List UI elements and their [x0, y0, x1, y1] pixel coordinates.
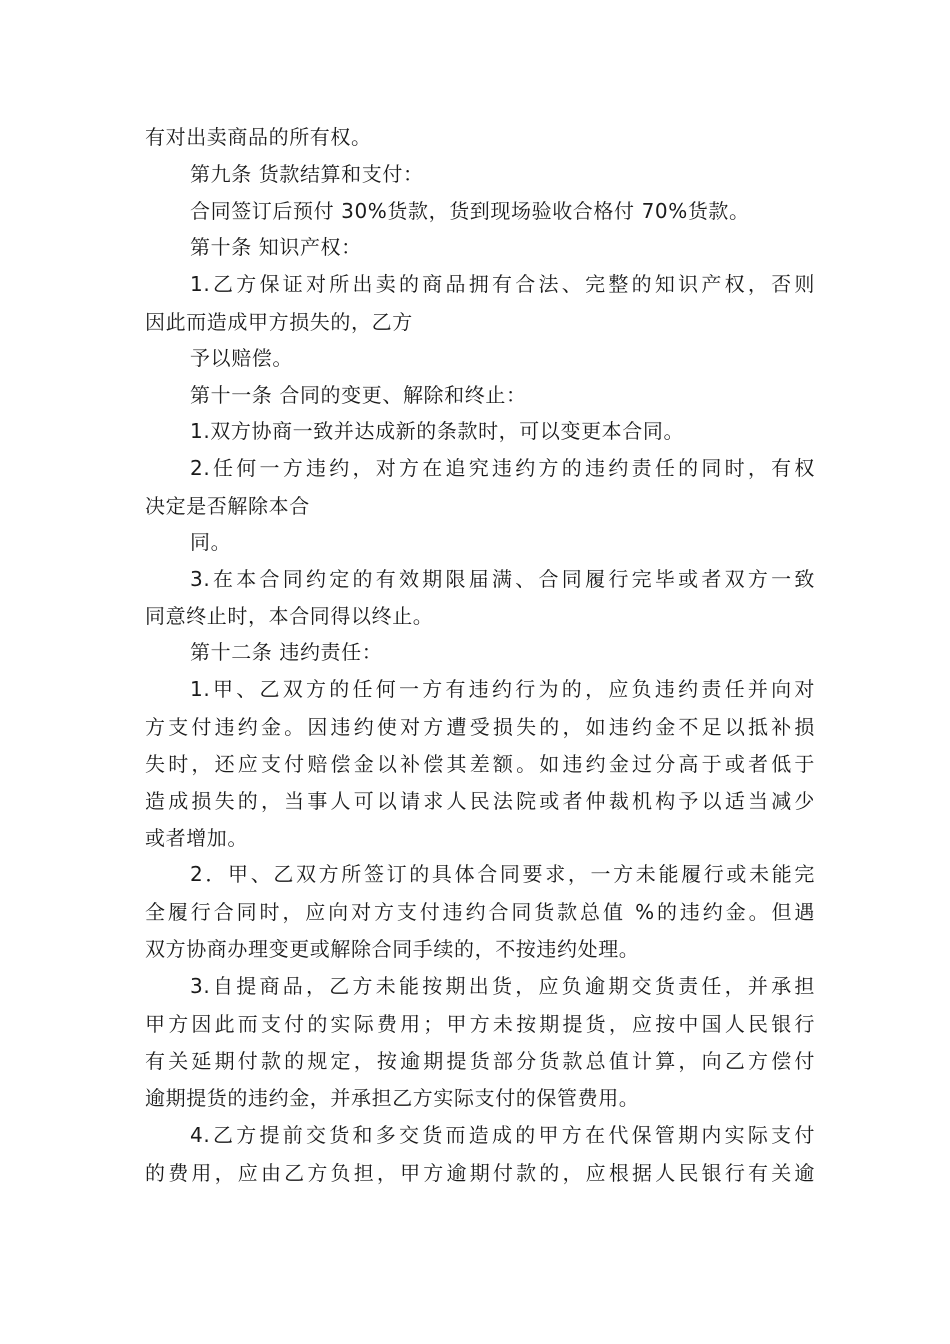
- section-heading: 第十二条 违约责任：: [190, 640, 383, 664]
- text-line: 逾期提货的违约金，并承担乙方实际支付的保管费用。: [145, 1086, 640, 1110]
- text-line: 有关延期付款的规定，按逾期提货部分货款总值计算，向乙方偿付: [145, 1049, 815, 1073]
- section-heading: 第十一条 合同的变更、解除和终止：: [190, 383, 527, 407]
- text-line: 合同签订后预付 30%货款，货到现场验收合格付 70%货款。: [190, 199, 750, 223]
- text-line: 3.自提商品，乙方未能按期出货，应负逾期交货责任，并承担: [190, 974, 815, 998]
- text-line: 全履行合同时，应向对方支付违约合同货款总值 %的违约金。但遇: [145, 900, 815, 924]
- text-line: 1.双方协商一致并达成新的条款时，可以变更本合同。: [190, 419, 685, 443]
- text-line: 同意终止时，本合同得以终止。: [145, 604, 434, 628]
- text-line: 造成损失的，当事人可以请求人民法院或者仲裁机构予以适当减少: [145, 789, 815, 813]
- text-line: 有对出卖商品的所有权。: [145, 125, 372, 149]
- text-line: 决定是否解除本合: [145, 494, 310, 518]
- text-line: 双方协商办理变更或解除合同手续的，不按违约处理。: [145, 937, 640, 961]
- text-line: 失时，还应支付赔偿金以补偿其差额。如违约金过分高于或者低于: [145, 752, 815, 776]
- text-line: 因此而造成甲方损失的，乙方: [145, 310, 413, 334]
- section-heading: 第十条 知识产权：: [190, 235, 362, 259]
- text-line: 1.甲、乙双方的任何一方有违约行为的，应负违约责任并向对: [190, 677, 815, 701]
- text-line: 予以赔偿。: [190, 346, 293, 370]
- text-line: 3.在本合同约定的有效期限届满、合同履行完毕或者双方一致: [190, 567, 815, 591]
- text-line: 2.任何一方违约，对方在追究违约方的违约责任的同时，有权: [190, 456, 815, 480]
- text-line: 方支付违约金。因违约使对方遭受损失的，如违约金不足以抵补损: [145, 715, 815, 739]
- text-line: 甲方因此而支付的实际费用；甲方未按期提货，应按中国人民银行: [145, 1012, 815, 1036]
- text-line: 的费用，应由乙方负担，甲方逾期付款的，应根据人民银行有关逾: [145, 1161, 815, 1185]
- text-line: 4.乙方提前交货和多交货而造成的甲方在代保管期内实际支付: [190, 1123, 815, 1147]
- section-heading: 第九条 货款结算和支付：: [190, 162, 424, 186]
- text-line: 1.乙方保证对所出卖的商品拥有合法、完整的知识产权，否则: [190, 272, 815, 296]
- text-line: 同。: [190, 530, 232, 554]
- text-line: 2．甲、乙双方所签订的具体合同要求，一方未能履行或未能完: [190, 862, 815, 886]
- text-line: 或者增加。: [145, 826, 248, 850]
